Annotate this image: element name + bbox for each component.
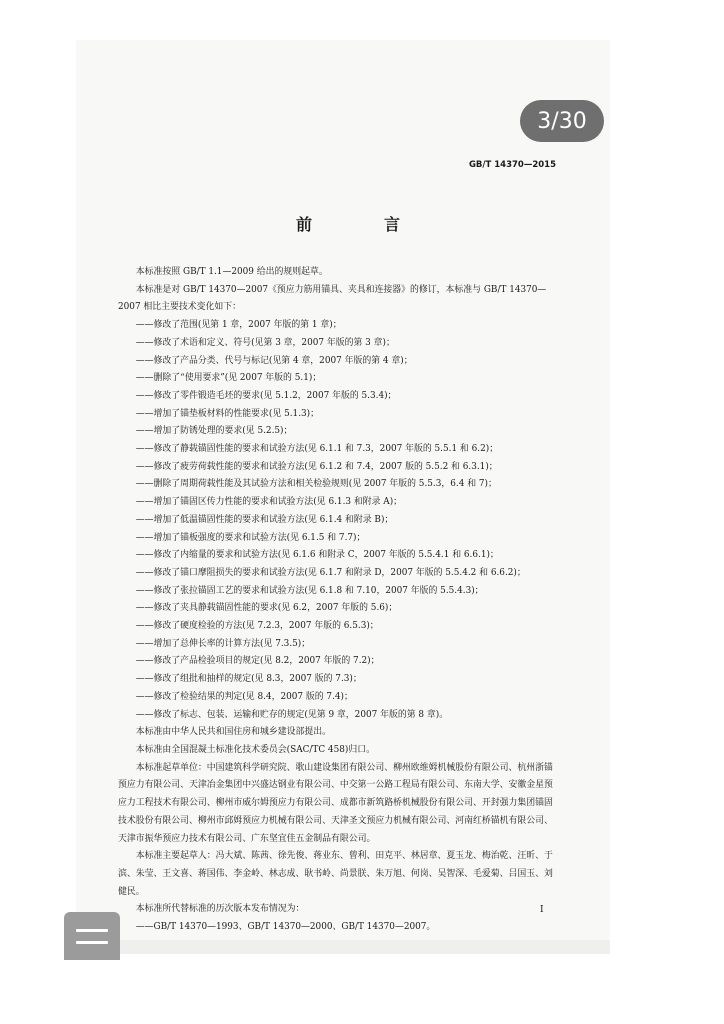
committee-paragraph: 本标准由全国混凝土标准化技术委员会(SAC/TC 458)归口。 [135, 744, 375, 755]
menu-button[interactable] [64, 912, 120, 960]
changes-list [118, 317, 560, 724]
change-item: ——修改了锚口摩阻损失的要求和试验方法(见 6.1.7 和附录 D，2007 年版的 5.5.4.2 和 6.6.2)； [135, 567, 526, 578]
change-item: ——增加了锚固区传力性能的要求和试验方法(见 6.1.3 和附录 A)； [135, 497, 403, 508]
change-item: ——修改了检验结果的判定(见 8.4，2007 版的 7.4)； [135, 691, 353, 702]
intro-paragraph: 本标准是对 GB/T 14370—2007《预应力筋用锚具、夹具和连接器》的修订，本标准与 GB/T 14370—2007 相比主要技术变化如下： [118, 284, 547, 313]
change-item: ——修改了夹具静载锚固性能的要求(见 6.2，2007 年版的 5.6)； [135, 603, 398, 614]
proposer-paragraph: 本标准由中华人民共和国住房和城乡建设部提出。 [135, 727, 332, 738]
drafting-units-paragraph: 本标准起草单位：中国建筑科学研究院、歌山建设集团有限公司、柳州欧维姆机械股份有限公司、杭州浙锚预应力有限公司、天津冶金集团中兴盛达钢业有限公司、中交第一公路工程局有限公司、东南大学、安徽金星预应力工程技术有限公司、柳州市威尔姆预应力有限公司、成都市新筑路桥机械股份有限公司、开封强力集团锚固技术股份有限公司、柳州市邱姆预应力机械有限公司、天津圣文预应力机械有限公司、河南红桥锚机有限公司、天津市振华预应力技术有限公司、广东坚宜佳五金制品有限公司。 [118, 762, 553, 844]
drafters-paragraph: 本标准主要起草人：冯大斌、陈茜、徐先俊、蒋业东、曾利、田克平、林居章、夏玉龙、梅治乾、汪昕、于滨、朱莹、王文喜、蒋国伟、李金岭、林志成、耿书岭、尚景朕、朱万旭、何岗、吴智深、毛爱菊、吕国玉、刘健民。 [118, 851, 553, 897]
change-item: ——修改了产品分类、代号与标记(见第 4 章，2007 年版的第 4 章)； [135, 355, 413, 366]
document-body [118, 264, 560, 937]
change-item: ——增加了锚垫板材料的性能要求(见 5.1.3)； [135, 408, 319, 419]
change-item: ——修改了范围(见第 1 章，2007 年版的第 1 章)； [135, 320, 342, 331]
change-item: ——修改了组批和抽样的规定(见 8.3，2007 版的 7.3)； [135, 674, 362, 685]
change-item: ——删除了“使用要求”(见 2007 年版的 5.1)； [135, 373, 322, 384]
history-intro-paragraph: 本标准所代替标准的历次版本发布情况为： [135, 904, 305, 915]
change-item: ——修改了术语和定义、符号(见第 3 章，2007 年版的第 3 章)； [135, 337, 395, 348]
change-item: ——增加了低温锚固性能的要求和试验方法(见 6.1.4 和附录 B)； [135, 514, 394, 525]
page-title: 前 言 [295, 215, 428, 234]
menu-bar-icon [76, 941, 108, 944]
page-indicator-badge: 3/30 [520, 100, 604, 142]
change-item: ——增加了锚板强度的要求和试验方法(见 6.1.5 和 7.7)； [135, 532, 366, 543]
standard-code: GB/T 14370—2015 [468, 160, 556, 170]
change-item: ——修改了硬度检验的方法(见 7.2.3，2007 年版的 6.5.3)； [135, 621, 379, 632]
change-item: ——删除了周期荷载性能及其试验方法和相关检验规则(见 2007 年版的 5.5.3，6.4 和 7)； [135, 479, 497, 490]
change-item: ——修改了内缩量的要求和试验方法(见 6.1.6 和附录 C，2007 年版的 5.5.4.1 和 6.6.1)； [135, 550, 499, 561]
intro-paragraph: 本标准按照 GB/T 1.1—2009 给出的规则起草。 [135, 267, 328, 277]
change-item: ——修改了张拉锚固工艺的要求和试验方法(见 6.1.8 和 7.10，2007 年版的 5.5.4.3)； [135, 585, 484, 596]
history-item: ——GB/T 14370—1993、GB/T 14370—2000、GB/T 14370—2007。 [135, 922, 436, 933]
page-number: I [540, 905, 544, 915]
change-item: ——增加了总伸长率的计算方法(见 7.3.5)； [135, 638, 311, 649]
change-item: ——修改了标志、包装、运输和贮存的规定(见第 9 章，2007 年版的第 8 章)。 [135, 709, 449, 720]
change-item: ——修改了疲劳荷载性能的要求和试验方法(见 6.1.2 和 7.4，2007 版的 5.5.2 和 6.3.1)； [135, 461, 498, 472]
change-item: ——修改了产品检验项目的规定(见 8.2，2007 年版的 7.2)； [135, 656, 380, 667]
change-item: ——修改了静载锚固性能的要求和试验方法(见 6.1.1 和 7.3，2007 年版的 5.5.1 和 6.2)； [135, 444, 499, 455]
change-item: ——修改了零件锻造毛坯的要求(见 5.1.2，2007 年版的 5.3.4)； [135, 390, 397, 401]
bottom-toolbar-strip [120, 940, 610, 954]
menu-bar-icon [76, 929, 108, 932]
change-item: ——增加了防锈处理的要求(见 5.2.5)； [135, 426, 293, 437]
